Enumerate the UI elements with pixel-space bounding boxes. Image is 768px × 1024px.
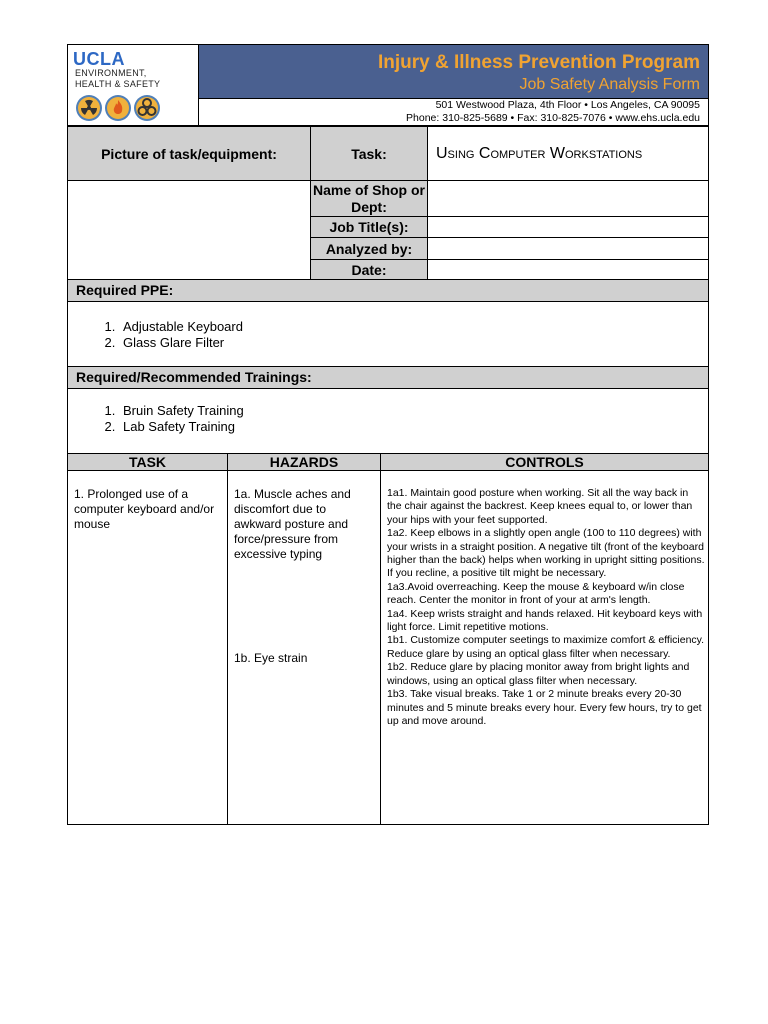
control-1a4: 1a4. Keep wrists straight and hands relaxed. Hit keyboard keys with light force. Limit repetitive motions. bbox=[387, 607, 703, 634]
task-value-cell bbox=[427, 126, 709, 181]
date-label-cell bbox=[310, 259, 428, 280]
shop-label-cell bbox=[310, 180, 428, 217]
task-column-header: TASK bbox=[67, 453, 228, 471]
trainings-heading: Required/Recommended Trainings: bbox=[67, 366, 709, 389]
analyzed-label-cell bbox=[310, 237, 428, 260]
form-title: Job Safety Analysis Form bbox=[519, 76, 700, 93]
task-cell bbox=[67, 471, 228, 825]
task-value: Using Computer Workstations bbox=[436, 144, 643, 162]
contact-line: Phone: 310-825-5689 • Fax: 310-825-7076 • www.ehs.ucla.edu bbox=[406, 112, 700, 124]
program-title: Injury & Illness Prevention Program bbox=[377, 52, 700, 73]
ppe-list-cell bbox=[67, 302, 709, 369]
ppe-item: 2. Glass Glare Filter bbox=[119, 335, 708, 351]
address-line: 501 Westwood Plaza, 4th Floor • Los Angeles, CA 90095 bbox=[435, 99, 700, 111]
control-1a3: 1a3.Avoid overreaching. Keep the mouse & keyboard w/in close reach. Center the monitor in front of your at arm's length. bbox=[387, 580, 685, 607]
controls-text bbox=[387, 487, 705, 728]
job-title-label-cell bbox=[310, 216, 428, 238]
job-title-label: Job Title(s): bbox=[329, 219, 409, 235]
training-item: 2. Lab Safety Training bbox=[119, 419, 708, 435]
controls-column-header: CONTROLS bbox=[380, 453, 709, 471]
analyzed-value-cell[interactable] bbox=[427, 237, 709, 260]
task-label-cell bbox=[310, 126, 428, 181]
picture-label: Picture of task/equipment: bbox=[101, 145, 277, 162]
task-label: Task: bbox=[351, 145, 387, 162]
hazard-icons bbox=[76, 95, 160, 121]
flame-icon bbox=[105, 95, 131, 121]
picture-label-cell bbox=[67, 126, 311, 181]
shop-value-cell[interactable] bbox=[427, 180, 709, 217]
title-band bbox=[199, 45, 708, 99]
analyzed-label: Analyzed by: bbox=[325, 240, 413, 257]
form-header bbox=[67, 44, 709, 126]
logo-line-2: HEALTH & SAFETY bbox=[75, 79, 161, 89]
control-1a2: 1a2. Keep elbows in a slightly open angle (100 to 110 degrees) with your wrists in a straight position. A negative tilt (front of the keyboard higher than the back) helps when working in upright sitting positions. If you recline, a positive tilt might be necessary. bbox=[387, 527, 705, 580]
job-title-value-cell[interactable] bbox=[427, 216, 709, 238]
contact-block bbox=[199, 99, 708, 125]
hazard-1a: 1a. Muscle aches and discomfort due to awkward posture and force/pressure from excessive typing bbox=[234, 487, 351, 561]
ppe-list bbox=[68, 319, 708, 351]
ppe-heading: Required PPE: bbox=[67, 279, 709, 302]
trainings-list-cell bbox=[67, 389, 709, 454]
training-item: 1. Bruin Safety Training bbox=[119, 403, 708, 419]
control-1b1: 1b1. Customize computer seetings to maximize comfort & efficiency. Reduce glare by using an optical glass filter when necessary. bbox=[387, 634, 705, 660]
control-1a1: 1a1. Maintain good posture when working. Sit all the way back in the chair against the backrest. Keep knees equal to, or lower than your hips with your feet supported. bbox=[387, 487, 693, 526]
hazard-1b: 1b. Eye strain bbox=[234, 651, 308, 665]
controls-cell bbox=[380, 471, 709, 825]
task-description: 1. Prolonged use of a computer keyboard and/or mouse bbox=[74, 487, 215, 531]
hazards-cell bbox=[227, 471, 381, 825]
radiation-icon bbox=[76, 95, 102, 121]
date-label: Date: bbox=[351, 261, 387, 278]
shop-label: Name of Shop or Dept: bbox=[312, 181, 425, 215]
trainings-list bbox=[68, 403, 708, 435]
biohazard-icon bbox=[134, 95, 160, 121]
hazards-column-header: HAZARDS bbox=[227, 453, 381, 471]
picture-area bbox=[67, 180, 311, 280]
date-value-cell[interactable] bbox=[427, 259, 709, 280]
ppe-item: 1. Adjustable Keyboard bbox=[119, 319, 708, 335]
logo-ucla-text: UCLA bbox=[73, 49, 125, 69]
control-1b2: 1b2. Reduce glare by placing monitor away from bright lights and windows, using an optical glass filter when necessary. bbox=[387, 661, 690, 687]
logo-line-1: ENVIRONMENT, bbox=[75, 68, 147, 78]
ucla-ehs-logo bbox=[68, 45, 199, 125]
control-1b3: 1b3. Take visual breaks. Take 1 or 2 minute breaks every 20-30 minutes and 5 minute breaks every hour. Every few hours, try to get up and move around. bbox=[387, 688, 702, 727]
